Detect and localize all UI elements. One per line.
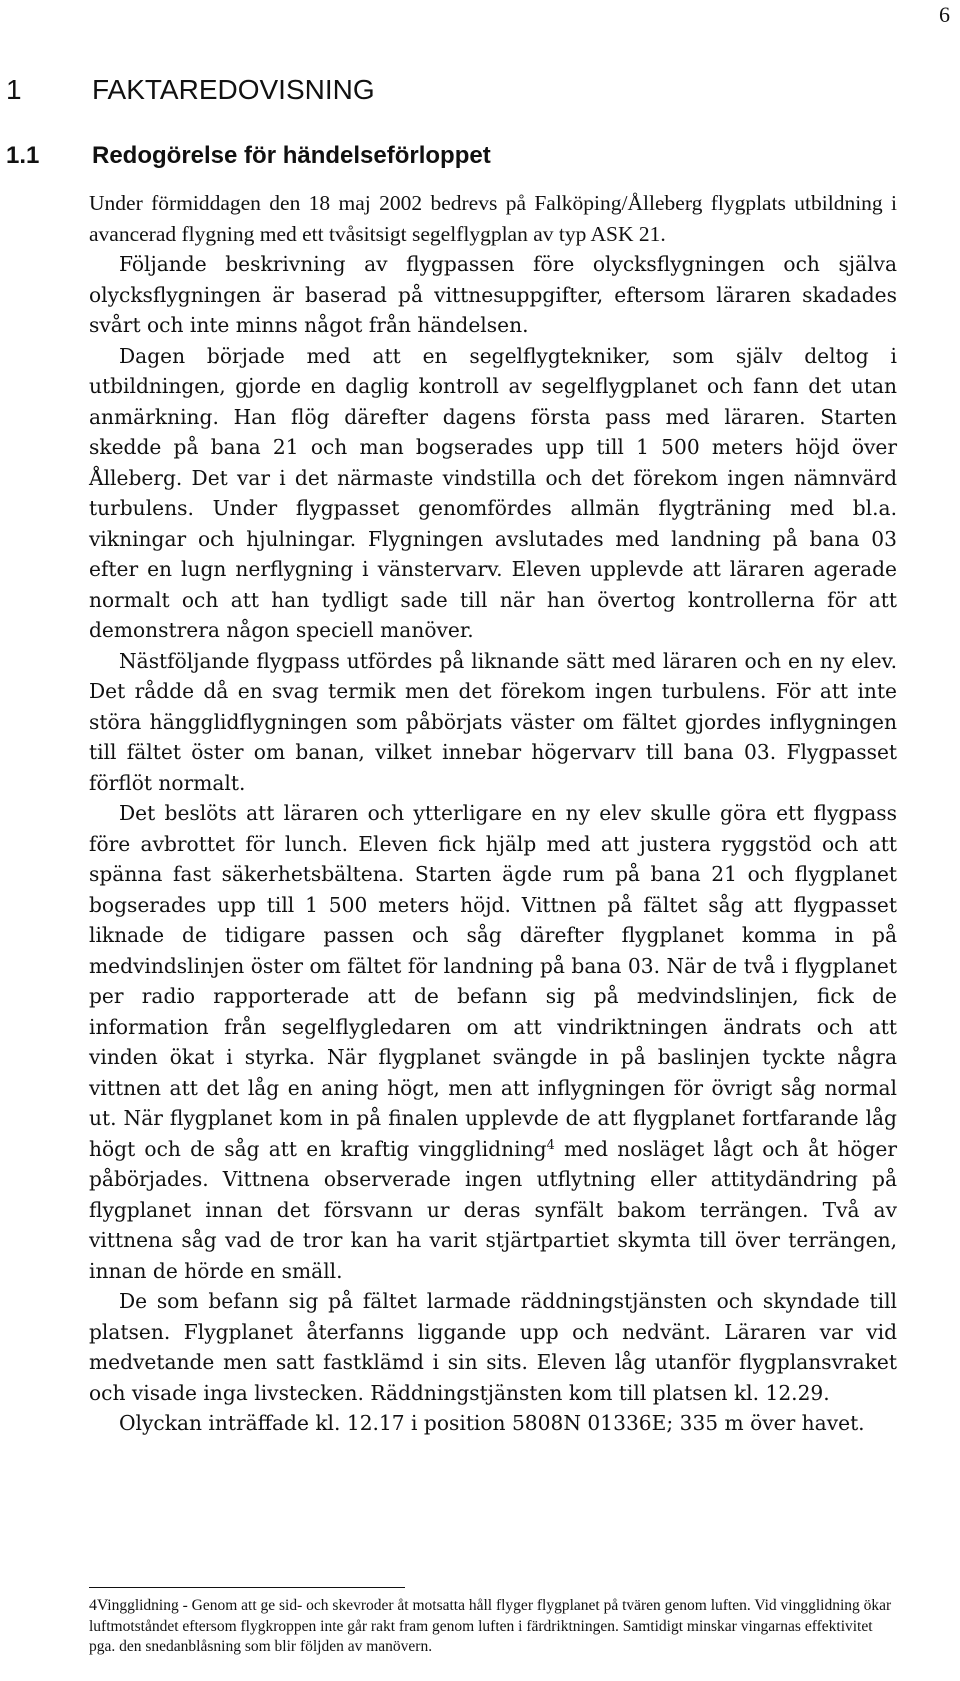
paragraph-2: Följande beskrivning av flygpassen före olycksflygningen och själva olycksflygningen är baserad på vittnesuppgifter, eftersom läraren skadades svårt och inte minns något från händelsen. xyxy=(89,252,897,337)
paragraph-3: Dagen började med att en segelflygtekniker, som själv deltog i utbildningen, gjorde en daglig kontroll av segelflygplanet och fann det utan anmärkning. Han flög därefter dagens första pass med läraren. Starten skedde på bana 21 och man bogserades upp till 1 500 meters höjd över Ålleberg. Det var i det närmaste vindstilla och det förekom ingen nämnvärd turbulens. Under flygpasset genomfördes allmän flygträning med bl.a. vikningar och hjulningar. Flygningen avslutades med landning på bana 03 efter en lugn nerflygning i vänstervarv. Eleven upplevde att läraren agerade normalt och att han tydligt sade till när han övertog kontrollerna för att demonstrera någon speciell manöver. xyxy=(89,343,897,642)
footnote xyxy=(89,1596,897,1658)
chapter-title: FAKTAREDOVISNING xyxy=(92,74,375,105)
paragraph-7: Olyckan inträffade kl. 12.17 i position 5808N 01336E; 335 m över havet. xyxy=(119,1411,865,1435)
footnote-reference[interactable]: 4 xyxy=(546,1137,555,1153)
footnote-text: Vingglidning - Genom att ge sid- och skevroder åt motsatta håll flyger flygplanet på tvären genom luften. Vid vingglidning ökar luftmotståndet eftersom flygkroppen inte går rakt fram genom luften i färdriktningen. Samtidigt minskar vingarnas effektivitet pga. den snedanblåsning som blir följden av manövern. xyxy=(89,1597,892,1655)
paragraph-6: De som befann sig på fältet larmade räddningstjänsten och skyndade till platsen. Flygplanet återfanns liggande upp och nedvänt. Läraren var vid medvetande men satt fastklämd i sin sits. Eleven låg utanför flygplansvraket och visade inga livstecken. Räddningstjänsten kom till platsen kl. 12.29. xyxy=(89,1289,897,1405)
page-number: 6 xyxy=(939,2,950,27)
section-title: Redogörelse för händelseförloppet xyxy=(92,142,491,169)
chapter-heading xyxy=(6,74,375,106)
chapter-number: 1 xyxy=(6,74,22,105)
footnote-mark: 4 xyxy=(89,1597,97,1614)
section-heading xyxy=(6,142,491,170)
paragraph-5-part-1: Det beslöts att läraren och ytterligare en ny elev skulle göra ett flygpass före avbrottet för lunch. Eleven fick hjälp med att justera ryggstöd och att spänna fast säkerhetsbältena. Starten ägde rum på bana 21 och flygplanet bogserades upp till 1 500 meters höjd. Vittnen på fältet såg att flygpasset liknade de tidigare passen och såg därefter flygplanet komma in på medvindslinjen öster om fältet för landning på bana 03. När de två i flygplanet per radio rapporterade att de befann sig på medvindslinjen, fick de information från segelflygledaren om att vindriktningen ändrats och att vinden ökat i styrka. När flygplanet svängde in på baslinjen tyckte några vittnen att det låg en aning högt, men att inflygningen för övrigt såg normal ut. När flygplanet kom in på finalen upplevde de att flygplanet fortfarande låg högt och de såg att en kraftig vingglidning xyxy=(89,801,897,1161)
paragraph-5 xyxy=(89,798,897,1286)
section-number: 1.1 xyxy=(6,142,40,169)
footnote-divider xyxy=(89,1587,405,1588)
paragraph-1: Under förmiddagen den 18 maj 2002 bedrevs på Falköping/Ålleberg flygplats utbildning i avancerad flygning med ett tvåsitsigt segelflygplan av typ ASK 21. xyxy=(89,191,897,246)
paragraph-5-part-2: med nosläget lågt och åt höger påbörjades. Vittnena observerade ingen utflytning eller attitydändring på flygplanet innan det försvann ur deras synfält bakom terrängen. Två av vittnena såg vad de tror kan ha varit stjärtpartiet skymta till över terrängen, innan de hörde en smäll. xyxy=(89,1136,897,1283)
body-text xyxy=(89,188,897,1439)
paragraph-4: Nästföljande flygpass utfördes på liknande sätt med läraren och en ny elev. Det rådde då en svag termik men det förekom ingen turbulens. För att inte störa hängglidflygningen som påbörjats väster om fältet gjordes inflygningen till fältet öster om banan, vilket innebar högervarv till bana 03. Flygpasset förflöt normalt. xyxy=(89,648,897,795)
